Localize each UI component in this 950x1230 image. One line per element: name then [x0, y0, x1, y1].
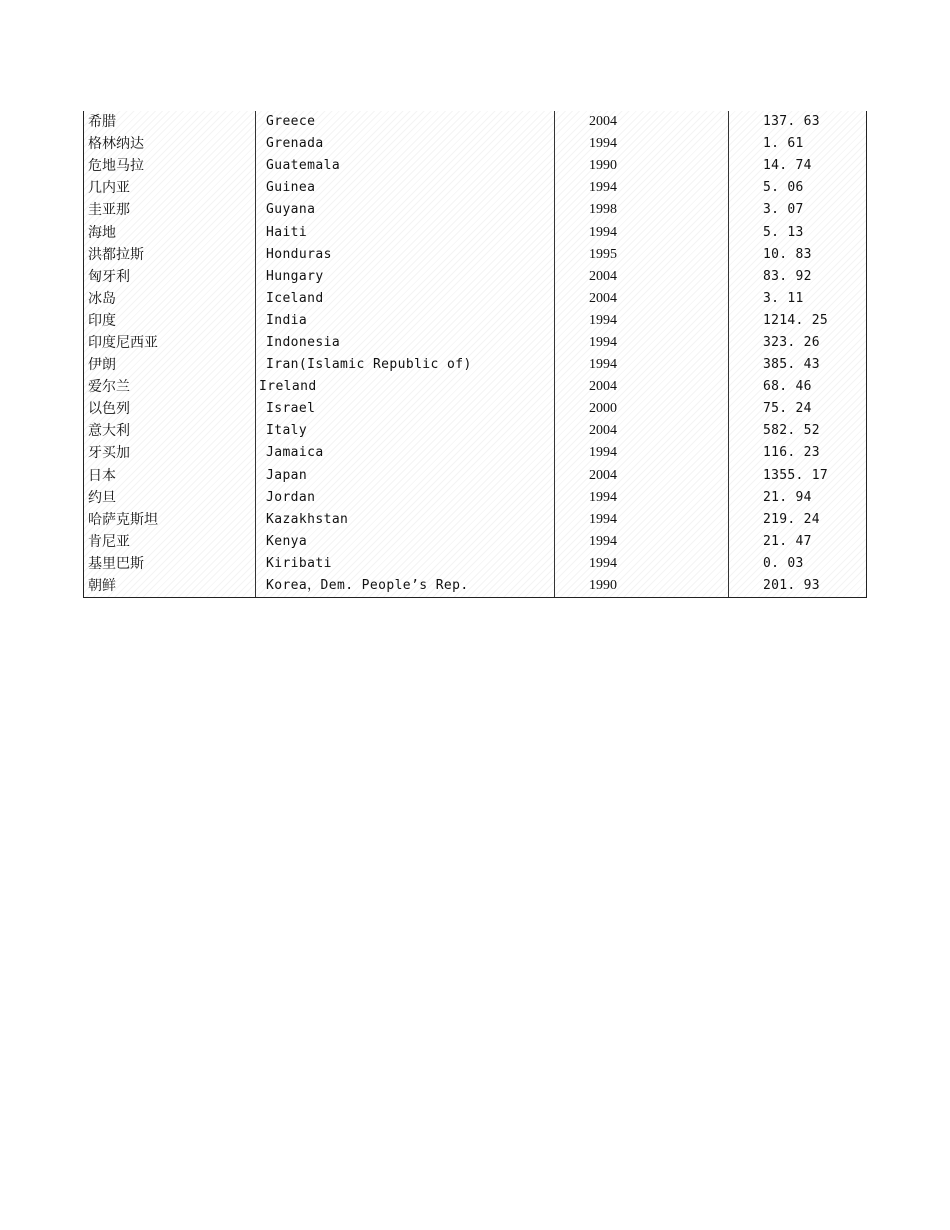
country-name-zh: 圭亚那	[84, 199, 256, 221]
country-name-en: Japan	[256, 465, 555, 487]
year-cell: 2000	[555, 398, 729, 420]
country-name-zh: 印度	[84, 310, 256, 332]
country-name-en: Iran(Islamic Republic of)	[256, 354, 555, 376]
year-cell: 1994	[555, 531, 729, 553]
country-name-en: Indonesia	[256, 332, 555, 354]
data-table-sheet	[83, 111, 867, 598]
country-name-en: Guyana	[256, 199, 555, 221]
country-name-en: Kiribati	[256, 553, 555, 575]
value-cell: 75. 24	[763, 401, 812, 417]
value-cell: 83. 92	[763, 268, 812, 284]
year-cell: 1994	[555, 553, 729, 575]
country-name-zh: 洪都拉斯	[84, 244, 256, 266]
country-name-en: Hungary	[256, 266, 555, 288]
value-cell: 137. 63	[763, 114, 820, 130]
year-cell: 1994	[555, 332, 729, 354]
country-name-zh: 哈萨克斯坦	[84, 509, 256, 531]
country-name-zh: 朝鲜	[84, 575, 256, 597]
country-name-en: Grenada	[256, 133, 555, 155]
country-name-en: Israel	[256, 398, 555, 420]
table-row	[84, 244, 866, 266]
table-row	[84, 354, 866, 376]
table-row	[84, 288, 866, 310]
country-name-zh: 肯尼亚	[84, 531, 256, 553]
table-row	[84, 155, 866, 177]
table-row	[84, 111, 866, 133]
country-name-zh: 牙买加	[84, 442, 256, 464]
year-cell: 2004	[555, 376, 729, 398]
country-name-zh: 几内亚	[84, 177, 256, 199]
year-cell: 2004	[555, 266, 729, 288]
year-cell: 1994	[555, 354, 729, 376]
country-name-en: Korea，Dem. People’s Rep.	[256, 575, 555, 597]
country-name-zh: 危地马拉	[84, 155, 256, 177]
country-name-en: Kenya	[256, 531, 555, 553]
country-name-zh: 日本	[84, 465, 256, 487]
country-name-zh: 希腊	[84, 111, 256, 133]
value-cell: 14. 74	[763, 158, 812, 174]
value-cell: 201. 93	[763, 578, 820, 594]
country-name-en: Jamaica	[256, 442, 555, 464]
country-name-en: Greece	[256, 111, 555, 133]
value-cell: 3. 11	[763, 290, 804, 306]
country-name-zh: 海地	[84, 221, 256, 243]
country-name-en: Guatemala	[256, 155, 555, 177]
table-row	[84, 133, 866, 155]
year-cell: 1994	[555, 442, 729, 464]
year-cell: 1994	[555, 487, 729, 509]
value-cell: 385. 43	[763, 357, 820, 373]
year-cell: 1994	[555, 310, 729, 332]
year-cell: 1998	[555, 199, 729, 221]
value-cell: 21. 94	[763, 489, 812, 505]
year-cell: 2004	[555, 288, 729, 310]
country-name-zh: 格林纳达	[84, 133, 256, 155]
value-cell: 116. 23	[763, 445, 820, 461]
year-cell: 2004	[555, 111, 729, 133]
year-cell: 2004	[555, 465, 729, 487]
country-name-zh: 印度尼西亚	[84, 332, 256, 354]
country-name-zh: 基里巴斯	[84, 553, 256, 575]
year-cell: 1990	[555, 575, 729, 597]
country-name-zh: 爱尔兰	[84, 376, 256, 398]
country-name-en: Kazakhstan	[256, 509, 555, 531]
country-name-zh: 以色列	[84, 398, 256, 420]
country-name-zh: 约旦	[84, 487, 256, 509]
country-name-en: Haiti	[256, 221, 555, 243]
table-row	[84, 487, 866, 509]
value-cell: 3. 07	[763, 202, 804, 218]
table-row	[84, 199, 866, 221]
country-name-zh: 冰岛	[84, 288, 256, 310]
table-row	[84, 509, 866, 531]
table-row	[84, 420, 866, 442]
year-cell: 2004	[555, 420, 729, 442]
value-cell: 1214. 25	[763, 312, 829, 328]
value-cell: 0. 03	[763, 555, 804, 571]
table-row	[84, 177, 866, 199]
country-name-zh: 伊朗	[84, 354, 256, 376]
value-cell: 323. 26	[763, 334, 820, 350]
value-cell: 68. 46	[763, 379, 812, 395]
table-row	[84, 332, 866, 354]
country-name-en: Ireland	[256, 376, 555, 398]
table-row	[84, 442, 866, 464]
year-cell: 1990	[555, 155, 729, 177]
country-name-en: Italy	[256, 420, 555, 442]
country-name-en: Guinea	[256, 177, 555, 199]
value-cell: 219. 24	[763, 511, 820, 527]
country-name-en: Jordan	[256, 487, 555, 509]
value-cell: 10. 83	[763, 246, 812, 262]
value-cell: 5. 13	[763, 224, 804, 240]
year-cell: 1994	[555, 221, 729, 243]
table-row	[84, 531, 866, 553]
country-name-zh: 匈牙利	[84, 266, 256, 288]
table-row	[84, 310, 866, 332]
year-cell: 1995	[555, 244, 729, 266]
country-name-en: Honduras	[256, 244, 555, 266]
year-cell: 1994	[555, 177, 729, 199]
value-cell: 21. 47	[763, 533, 812, 549]
country-name-zh: 意大利	[84, 420, 256, 442]
country-data-table	[84, 111, 866, 597]
table-row	[84, 465, 866, 487]
table-row	[84, 376, 866, 398]
country-name-en: Iceland	[256, 288, 555, 310]
table-row	[84, 398, 866, 420]
value-cell: 1. 61	[763, 136, 804, 152]
year-cell: 1994	[555, 133, 729, 155]
country-name-en: India	[256, 310, 555, 332]
value-cell: 5. 06	[763, 180, 804, 196]
table-row	[84, 575, 866, 597]
value-cell: 1355. 17	[763, 467, 829, 483]
value-cell: 582. 52	[763, 423, 820, 439]
table-row	[84, 553, 866, 575]
table-row	[84, 221, 866, 243]
table-row	[84, 266, 866, 288]
year-cell: 1994	[555, 509, 729, 531]
